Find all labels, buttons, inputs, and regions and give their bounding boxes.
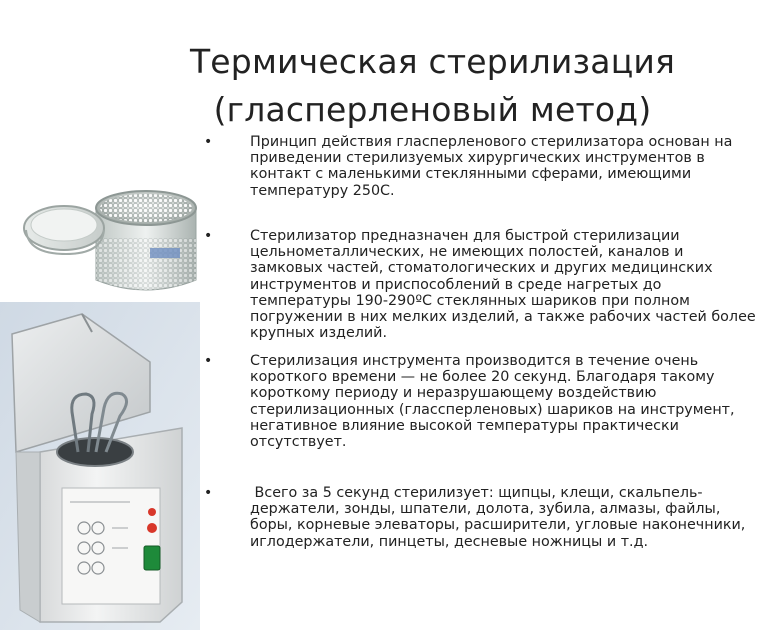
- bullet-marker: •: [204, 134, 213, 150]
- bullet-marker: •: [204, 228, 213, 244]
- text-line: Всего за 5 секунд стерилизует: щипцы, клещи, скальпель-: [250, 485, 703, 501]
- bullet-marker: •: [204, 353, 213, 369]
- slide-title: [150, 38, 715, 134]
- text-line: погружении в них мелких изделий, а также рабочих частей более: [250, 309, 756, 326]
- text-line: крупных изделий.: [250, 325, 388, 342]
- sterilizer-device-photo: [0, 302, 200, 630]
- bead-jar-photo: [18, 168, 203, 308]
- text-line: короткому периоду и неразрушающему воздействию: [250, 385, 657, 402]
- bullet-text: [250, 134, 770, 199]
- bullet-text: [250, 353, 770, 450]
- text-line: короткого времени — не более 20 секунд. Благодаря такому: [250, 369, 715, 386]
- text-line: Стерилизация инструмента производится в течение очень: [250, 353, 699, 369]
- text-line: боры, корневые элеваторы, расширители, угловые наконечники,: [250, 517, 746, 534]
- text-line: держатели, зонды, шпатели, долота, зубила, алмазы, файлы,: [250, 501, 721, 518]
- indicator-light-red: [148, 508, 156, 516]
- text-line: Стерилизатор предназначен для быстрой стерилизации: [250, 228, 680, 244]
- text-line: стерилизационных (глассперленовых) шариков на инструмент,: [250, 401, 735, 418]
- bullet-text: [250, 485, 770, 550]
- text-line: цельнометаллических, не имеющих полостей, каналов и: [250, 244, 684, 261]
- bullet-marker: •: [204, 485, 213, 501]
- text-line: отсутствует.: [250, 434, 347, 451]
- title-line-1: Термическая стерилизация: [189, 42, 676, 81]
- indicator-light-red-large: [147, 523, 157, 533]
- power-switch: [144, 546, 160, 570]
- text-line: замковых частей, стоматологических и других медицинских: [250, 260, 713, 277]
- text-line: инструментов и приспособлений в среде нагретых до: [250, 276, 662, 293]
- title-line-2: (гласперленовый метод): [213, 90, 652, 129]
- text-line: температуру 250С.: [250, 182, 395, 199]
- text-line: негативное влияние высокой температуры практически: [250, 417, 679, 434]
- text-line: контакт с маленькими стеклянными сферами, имеющими: [250, 166, 692, 183]
- text-line: иглодержатели, пинцеты, десневые ножницы и т.д.: [250, 533, 649, 550]
- text-line: температуры 190-290ºС стеклянных шариков при полном: [250, 292, 690, 309]
- text-line: Принцип действия гласперленового стерилизатора основан на: [250, 134, 733, 150]
- bullet-text: [250, 228, 770, 341]
- text-line: приведении стерилизуемых хирургических инструментов в: [250, 150, 705, 167]
